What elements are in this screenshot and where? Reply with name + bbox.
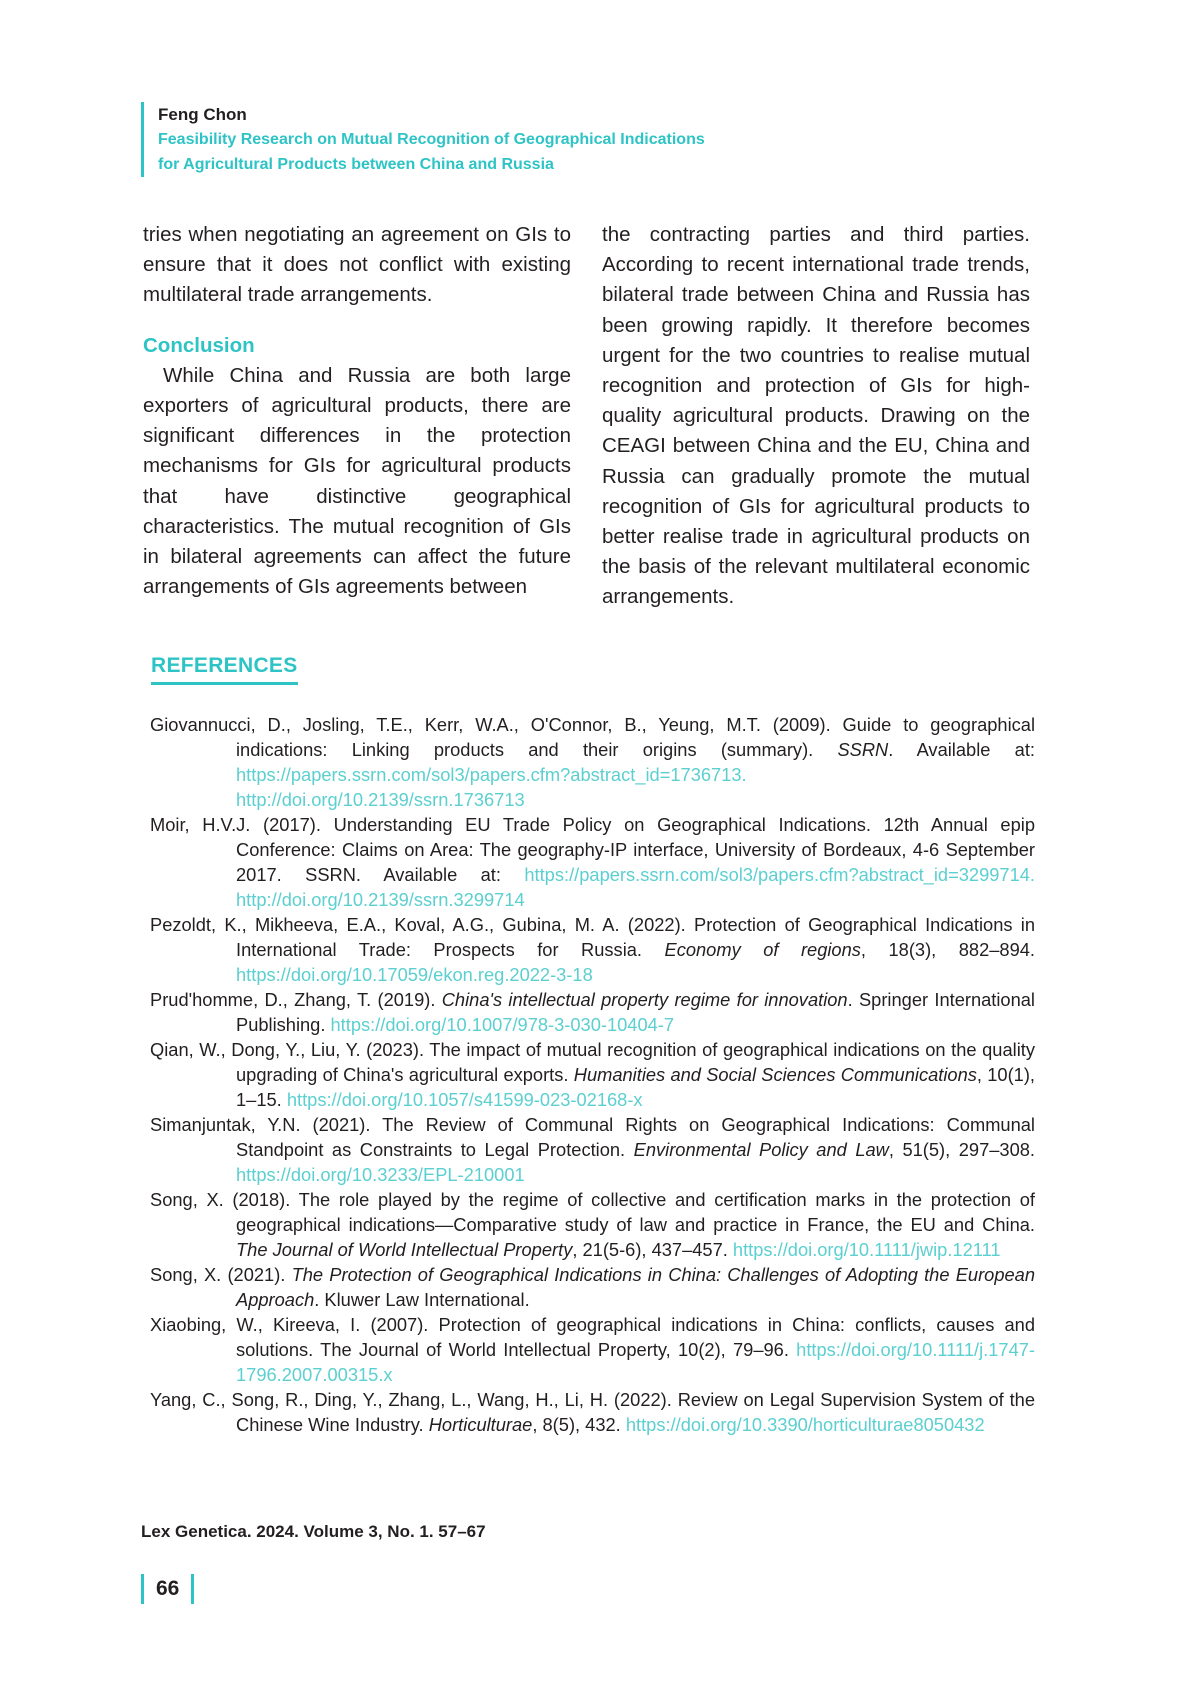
ref-text: Prud'homme, D., Zhang, T. (2019). [150, 989, 442, 1010]
ref-source: The Journal of World Intellectual Property [236, 1239, 573, 1260]
ref-source: Economy of regions [664, 939, 861, 960]
ref-source: Horticulturae [428, 1414, 533, 1435]
header-title-line-2: for Agricultural Products between China and Russia [158, 156, 554, 173]
ref-link[interactable]: https://doi.org/10.1111/jwip.12111 [732, 1239, 1001, 1260]
running-header [141, 102, 705, 177]
ref-text: Simanjuntak, Y.N. (2021). The Review of Communal Rights on Geographical Indications: Communal Standpoint as Constraints to Legal Protection. [150, 1114, 1035, 1160]
ref-text: . Available at: [888, 739, 1035, 760]
reference-item [150, 1112, 1035, 1187]
ref-text: Song, X. (2018). The role played by the regime of collective and certification marks in the protection of geographical indications—Comparative study of law and practice in France, the EU and China. [150, 1189, 1035, 1235]
body-columns [143, 220, 1036, 620]
ref-text: , 18(3), 882–894. [860, 939, 1035, 960]
ref-link[interactable]: https://papers.ssrn.com/sol3/papers.cfm?abstract_id=1736713. http://doi.org/10.2139/ssrn.1736713 [236, 764, 747, 810]
ref-link[interactable]: https://doi.org/10.3233/EPL-210001 [236, 1164, 525, 1185]
reference-item [150, 1387, 1035, 1437]
reference-item [150, 712, 1035, 812]
ref-text: Qian, W., Dong, Y., Liu, Y. (2023). The impact of mutual recognition of geographical indications on the quality upgrading of China's agricultural exports. [150, 1039, 1035, 1085]
ref-link[interactable]: https://doi.org/10.1007/978-3-030-10404-7 [330, 1014, 675, 1035]
left-column [143, 220, 571, 602]
ref-text: , 51(5), 297–308. [888, 1139, 1035, 1160]
ref-text: , 8(5), 432. [532, 1414, 626, 1435]
header-title-line-1: Feasibility Research on Mutual Recognition of Geographical Indications [158, 131, 705, 148]
ref-source: China's intellectual property regime for innovation [441, 989, 848, 1010]
ref-link[interactable]: https://doi.org/10.3390/horticulturae8050432 [625, 1414, 985, 1435]
ref-link[interactable]: https://doi.org/10.1057/s41599-023-02168-x [286, 1089, 643, 1110]
ref-text: , 10(1), 1–15. [236, 1064, 1035, 1110]
ref-link[interactable]: https://papers.ssrn.com/sol3/papers.cfm?abstract_id=3299714. http://doi.org/10.2139/ssrn.3299714 [236, 864, 1035, 910]
journal-footer: Lex Genetica. 2024. Volume 3, No. 1. 57–67 [141, 1522, 486, 1541]
ref-source: SSRN [837, 739, 889, 760]
right-column [602, 220, 1030, 613]
references-list [150, 712, 1035, 1437]
ref-source: Environmental Policy and Law [633, 1139, 889, 1160]
reference-item [150, 912, 1035, 987]
ref-text: Moir, H.V.J. (2017). Understanding EU Trade Policy on Geographical Indications. 12th Annual epip Conference: Claims on Area: The geography-IP interface, University of Bordeaux, 4-6 September 2017. SSRN. Available at: [150, 814, 1035, 885]
ref-link[interactable]: https://doi.org/10.17059/ekon.reg.2022-3-18 [236, 964, 593, 985]
ref-text: Giovannucci, D., Josling, T.E., Kerr, W.A., O'Connor, B., Yeung, M.T. (2009). Guide to geographical indications: Linking products and their origins (summary). [150, 714, 1035, 760]
reference-item [150, 1312, 1035, 1387]
right-paragraph: the contracting parties and third parties. According to recent international trade trends, bilateral trade between China and Russia has been growing rapidly. It therefore becomes urgent for the two countries to realise mutual recognition and protection of GIs for high-quality agricultural products. Drawing on the CEAGI between China and the EU, China and Russia can gradually promote the mutual recognition of GIs for agricultural products to better realise trade in agricultural products on the basis of the relevant multilateral economic arrangements. [602, 223, 1030, 609]
conclusion-heading: Conclusion [143, 333, 255, 357]
ref-text: Pezoldt, K., Mikheeva, E.A., Koval, A.G., Gubina, M. A. (2022). Protection of Geographical Indications in International Trade: Prospects for Russia. [150, 914, 1035, 960]
ref-source: Humanities and Social Sciences Communications [573, 1064, 977, 1085]
page-number: 66 [141, 1574, 194, 1604]
ref-source: The Protection of Geographical Indications in China: Challenges of Adopting the European Approach [236, 1264, 1036, 1310]
reference-item [150, 1187, 1035, 1262]
ref-text: . Kluwer Law International. [314, 1289, 530, 1310]
left-intro-paragraph: tries when negotiating an agreement on GIs to ensure that it does not conflict with existing multilateral trade arrangements. [143, 223, 571, 307]
ref-text: , 21(5-6), 437–457. [572, 1239, 733, 1260]
reference-item [150, 812, 1035, 912]
references-heading: REFERENCES [151, 654, 298, 685]
reference-item [150, 1262, 1035, 1312]
ref-link[interactable]: https://doi.org/10.1111/j.1747-1796.2007.00315.x [236, 1339, 1035, 1385]
conclusion-paragraph: While China and Russia are both large exporters of agricultural products, there are significant differences in the protection mechanisms for GIs for agricultural products that have distinctive geographical characteristics. The mutual recognition of GIs in bilateral agreements can affect the future arrangements of GIs agreements between [143, 363, 571, 599]
reference-item [150, 987, 1035, 1037]
ref-text: Song, X. (2021). [150, 1264, 292, 1285]
header-author: Feng Chon [158, 105, 247, 124]
ref-text: Yang, C., Song, R., Ding, Y., Zhang, L., Wang, H., Li, H. (2022). Review on Legal Supervision System of the Chinese Wine Industry. [150, 1389, 1035, 1435]
reference-item [150, 1037, 1035, 1112]
ref-text: . Springer International Publishing. [236, 989, 1035, 1035]
ref-text: Xiaobing, W., Kireeva, I. (2007). Protection of geographical indications in China: conflicts, causes and solutions. The Journal of World Intellectual Property, 10(2), 79–96. [150, 1314, 1035, 1360]
